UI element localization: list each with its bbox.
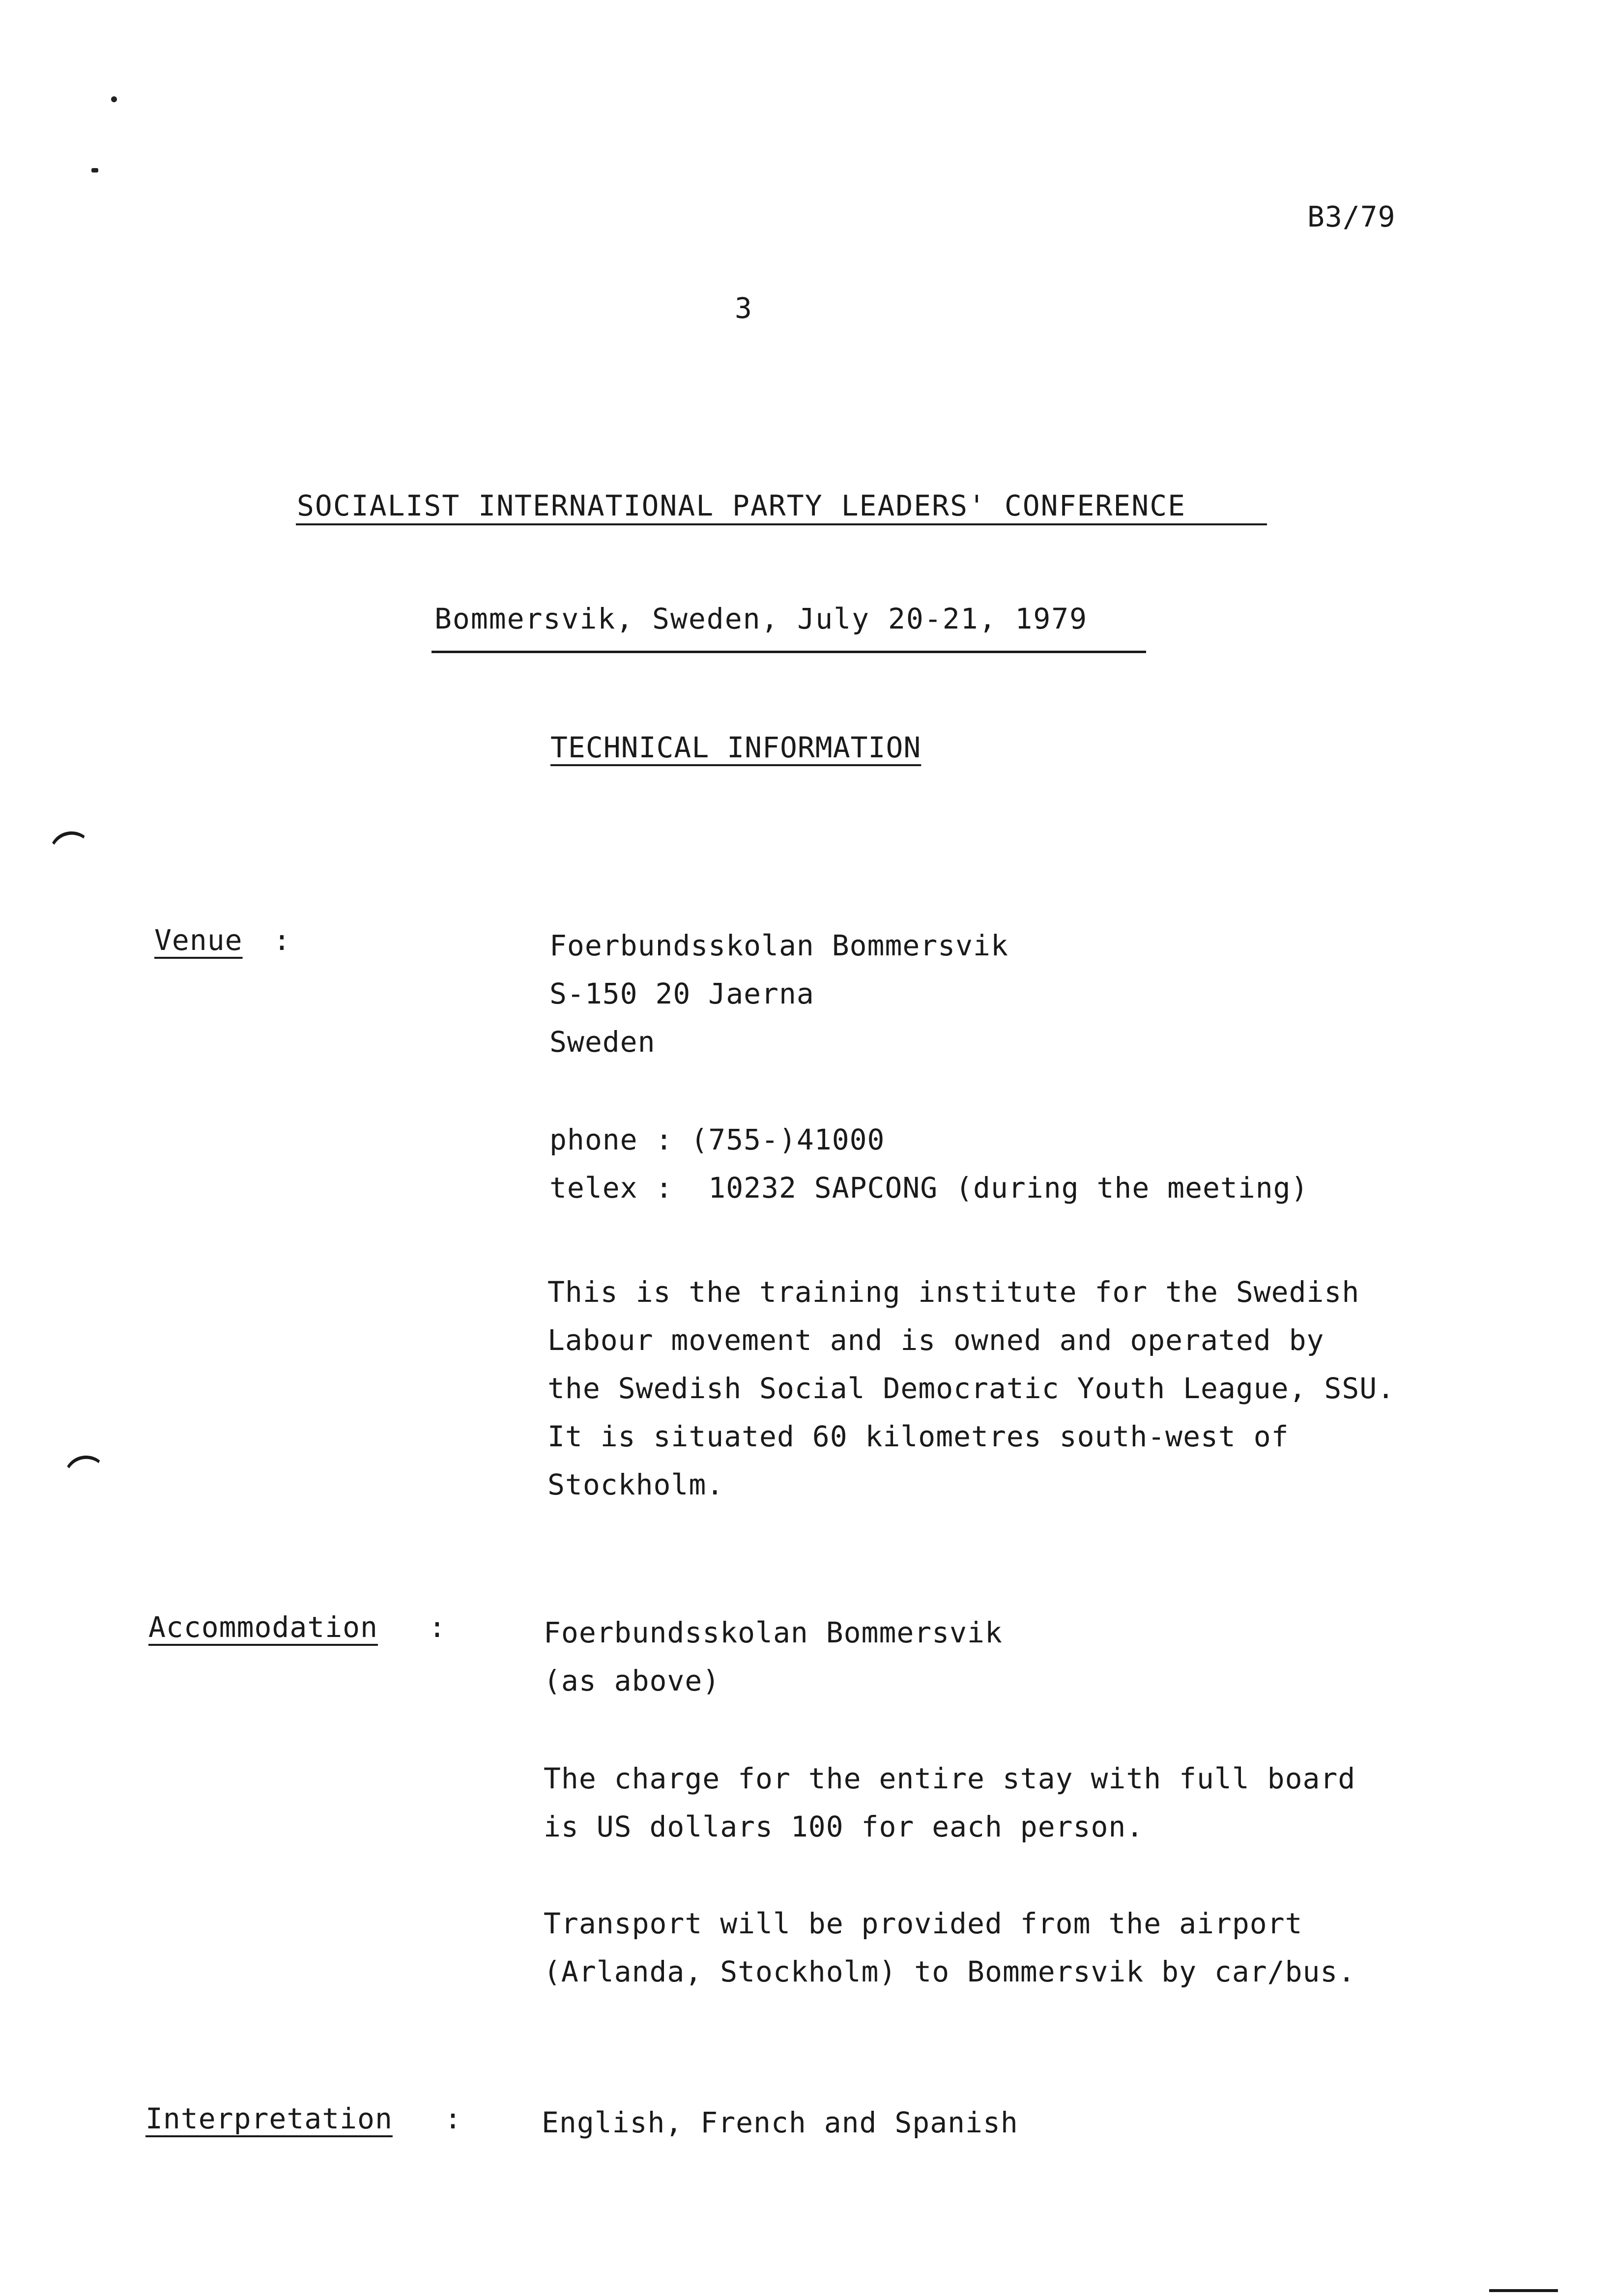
- interpretation-languages: English, French and Spanish: [542, 2106, 1018, 2139]
- venue-description: [547, 1268, 1395, 1509]
- accommodation-colon: :: [429, 1610, 446, 1644]
- place-line: Foerbundsskolan Bommersvik: [544, 1616, 1003, 1649]
- venue-colon: :: [273, 923, 291, 957]
- description-line: Stockholm.: [547, 1468, 724, 1501]
- title-underline: [296, 523, 1267, 525]
- accommodation-place: [544, 1608, 1003, 1705]
- section-heading: TECHNICAL INFORMATION: [550, 731, 921, 764]
- document-reference: B3/79: [1307, 200, 1396, 233]
- address-line: S-150 20 Jaerna: [549, 977, 814, 1010]
- conference-title: SOCIALIST INTERNATIONAL PARTY LEADERS' CONFERENCE: [297, 489, 1186, 522]
- venue-label: Venue: [154, 923, 243, 957]
- transport-line: (Arlanda, Stockholm) to Bommersvik by car/bus.: [544, 1955, 1356, 1988]
- punch-hole-mark: [45, 827, 95, 868]
- interpretation-colon: :: [444, 2102, 462, 2135]
- transport-line: Transport will be provided from the airport: [544, 1907, 1303, 1940]
- description-line: the Swedish Social Democratic Youth League, SSU.: [547, 1372, 1395, 1405]
- place-date-underline: [432, 651, 1146, 653]
- telex-line: telex : 10232 SAPCONG (during the meeting): [549, 1171, 1309, 1205]
- scan-speck: [111, 96, 117, 102]
- accommodation-charge: [544, 1754, 1355, 1851]
- interpretation-label: Interpretation: [145, 2102, 393, 2135]
- description-line: It is situated 60 kilometres south-west of: [547, 1420, 1289, 1453]
- page-number: 3: [735, 291, 752, 325]
- accommodation-label: Accommodation: [148, 1610, 378, 1644]
- venue-address: [549, 921, 1008, 1066]
- edge-mark: [1489, 2289, 1558, 2292]
- description-line: Labour movement and is owned and operated by: [547, 1323, 1324, 1357]
- charge-line: is US dollars 100 for each person.: [544, 1810, 1144, 1843]
- punch-hole-mark: [60, 1452, 110, 1492]
- charge-line: The charge for the entire stay with full board: [544, 1762, 1356, 1795]
- description-line: This is the training institute for the Swedish: [547, 1275, 1360, 1309]
- address-line: Foerbundsskolan Bommersvik: [549, 929, 1008, 962]
- scan-speck: [91, 168, 98, 172]
- accommodation-transport: [544, 1899, 1355, 1996]
- venue-contacts: [549, 1116, 1309, 1212]
- conference-place-date: Bommersvik, Sweden, July 20-21, 1979: [434, 602, 1088, 635]
- place-line: (as above): [544, 1664, 720, 1697]
- phone-line: phone : (755-)41000: [549, 1123, 885, 1156]
- address-line: Sweden: [549, 1025, 656, 1059]
